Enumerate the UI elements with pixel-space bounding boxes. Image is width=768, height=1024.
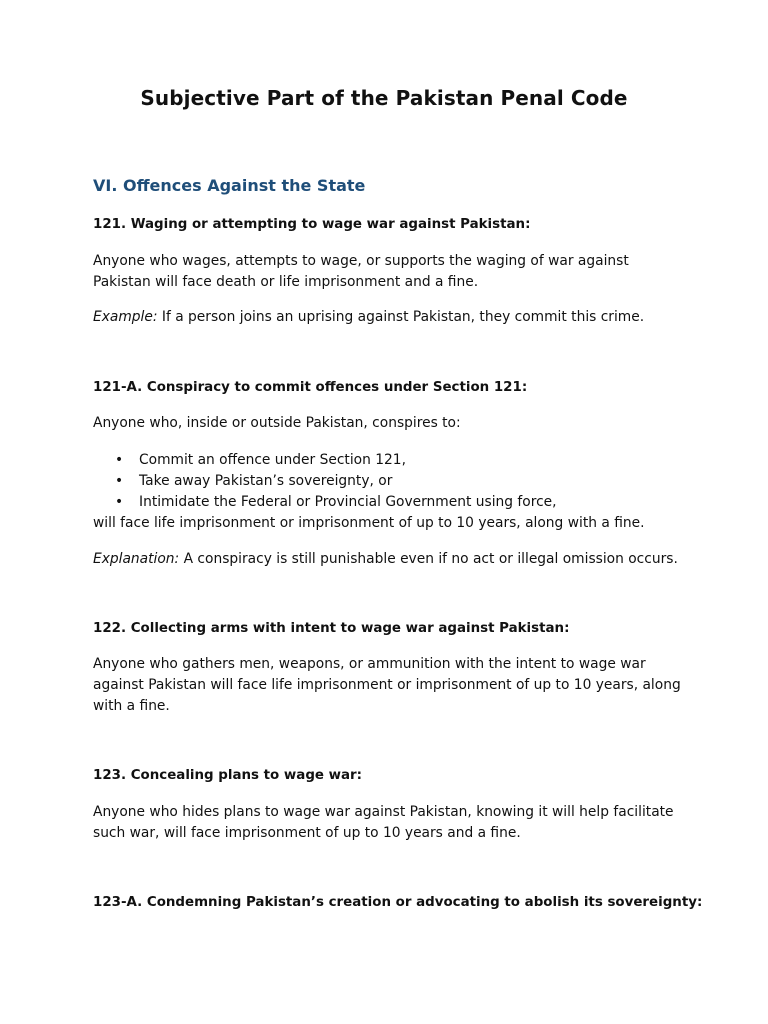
bullet-icon: • — [115, 452, 124, 468]
section-121-example — [93, 307, 683, 328]
example-label: Example: — [93, 309, 158, 325]
chapter-heading: VI. Offences Against the State — [93, 176, 366, 195]
explanation-text: A conspiracy is still punishable even if no act or illegal omission occurs. — [179, 551, 678, 567]
section-121a-intro: Anyone who, inside or outside Pakistan, conspires to: — [93, 415, 461, 431]
section-121a-penalty: will face life imprisonment or imprisonment of up to 10 years, along with a fine. — [93, 515, 645, 531]
list-item — [93, 450, 557, 471]
bullet-icon: • — [115, 473, 124, 489]
document-title: Subjective Part of the Pakistan Penal Code — [140, 86, 628, 110]
list-item-text: Intimidate the Federal or Provincial Government using force, — [139, 494, 557, 510]
section-121-body: Anyone who wages, attempts to wage, or supports the waging of war against Pakistan will face death or life imprisonment and a fine. — [93, 253, 629, 290]
list-item-text: Commit an offence under Section 121, — [139, 452, 406, 468]
section-122-heading: 122. Collecting arms with intent to wage war against Pakistan: — [93, 621, 570, 636]
list-item — [93, 471, 557, 492]
section-123-heading: 123. Concealing plans to wage war: — [93, 768, 363, 783]
list-item-text: Take away Pakistan’s sovereignty, or — [139, 473, 393, 489]
section-123a-heading: 123-A. Condemning Pakistan’s creation or advocating to abolish its sovereignty: — [93, 895, 703, 910]
section-121-heading: 121. Waging or attempting to wage war against Pakistan: — [93, 217, 531, 232]
section-121a-heading: 121-A. Conspiracy to commit offences under Section 121: — [93, 380, 528, 395]
explanation-label: Explanation: — [93, 551, 180, 567]
section-122-body: Anyone who gathers men, weapons, or ammunition with the intent to wage war against Pakistan will face life imprisonment or imprisonment of up to 10 years, along with a fine. — [93, 656, 681, 714]
conspiracy-list — [93, 450, 557, 513]
section-123-body: Anyone who hides plans to wage war against Pakistan, knowing it will help facilitate such war, will face imprisonment of up to 10 years and a fine. — [93, 804, 674, 841]
bullet-icon: • — [115, 494, 124, 510]
example-text: If a person joins an uprising against Pakistan, they commit this crime. — [157, 309, 645, 325]
section-121a-explanation — [93, 549, 683, 570]
list-item — [93, 492, 557, 513]
